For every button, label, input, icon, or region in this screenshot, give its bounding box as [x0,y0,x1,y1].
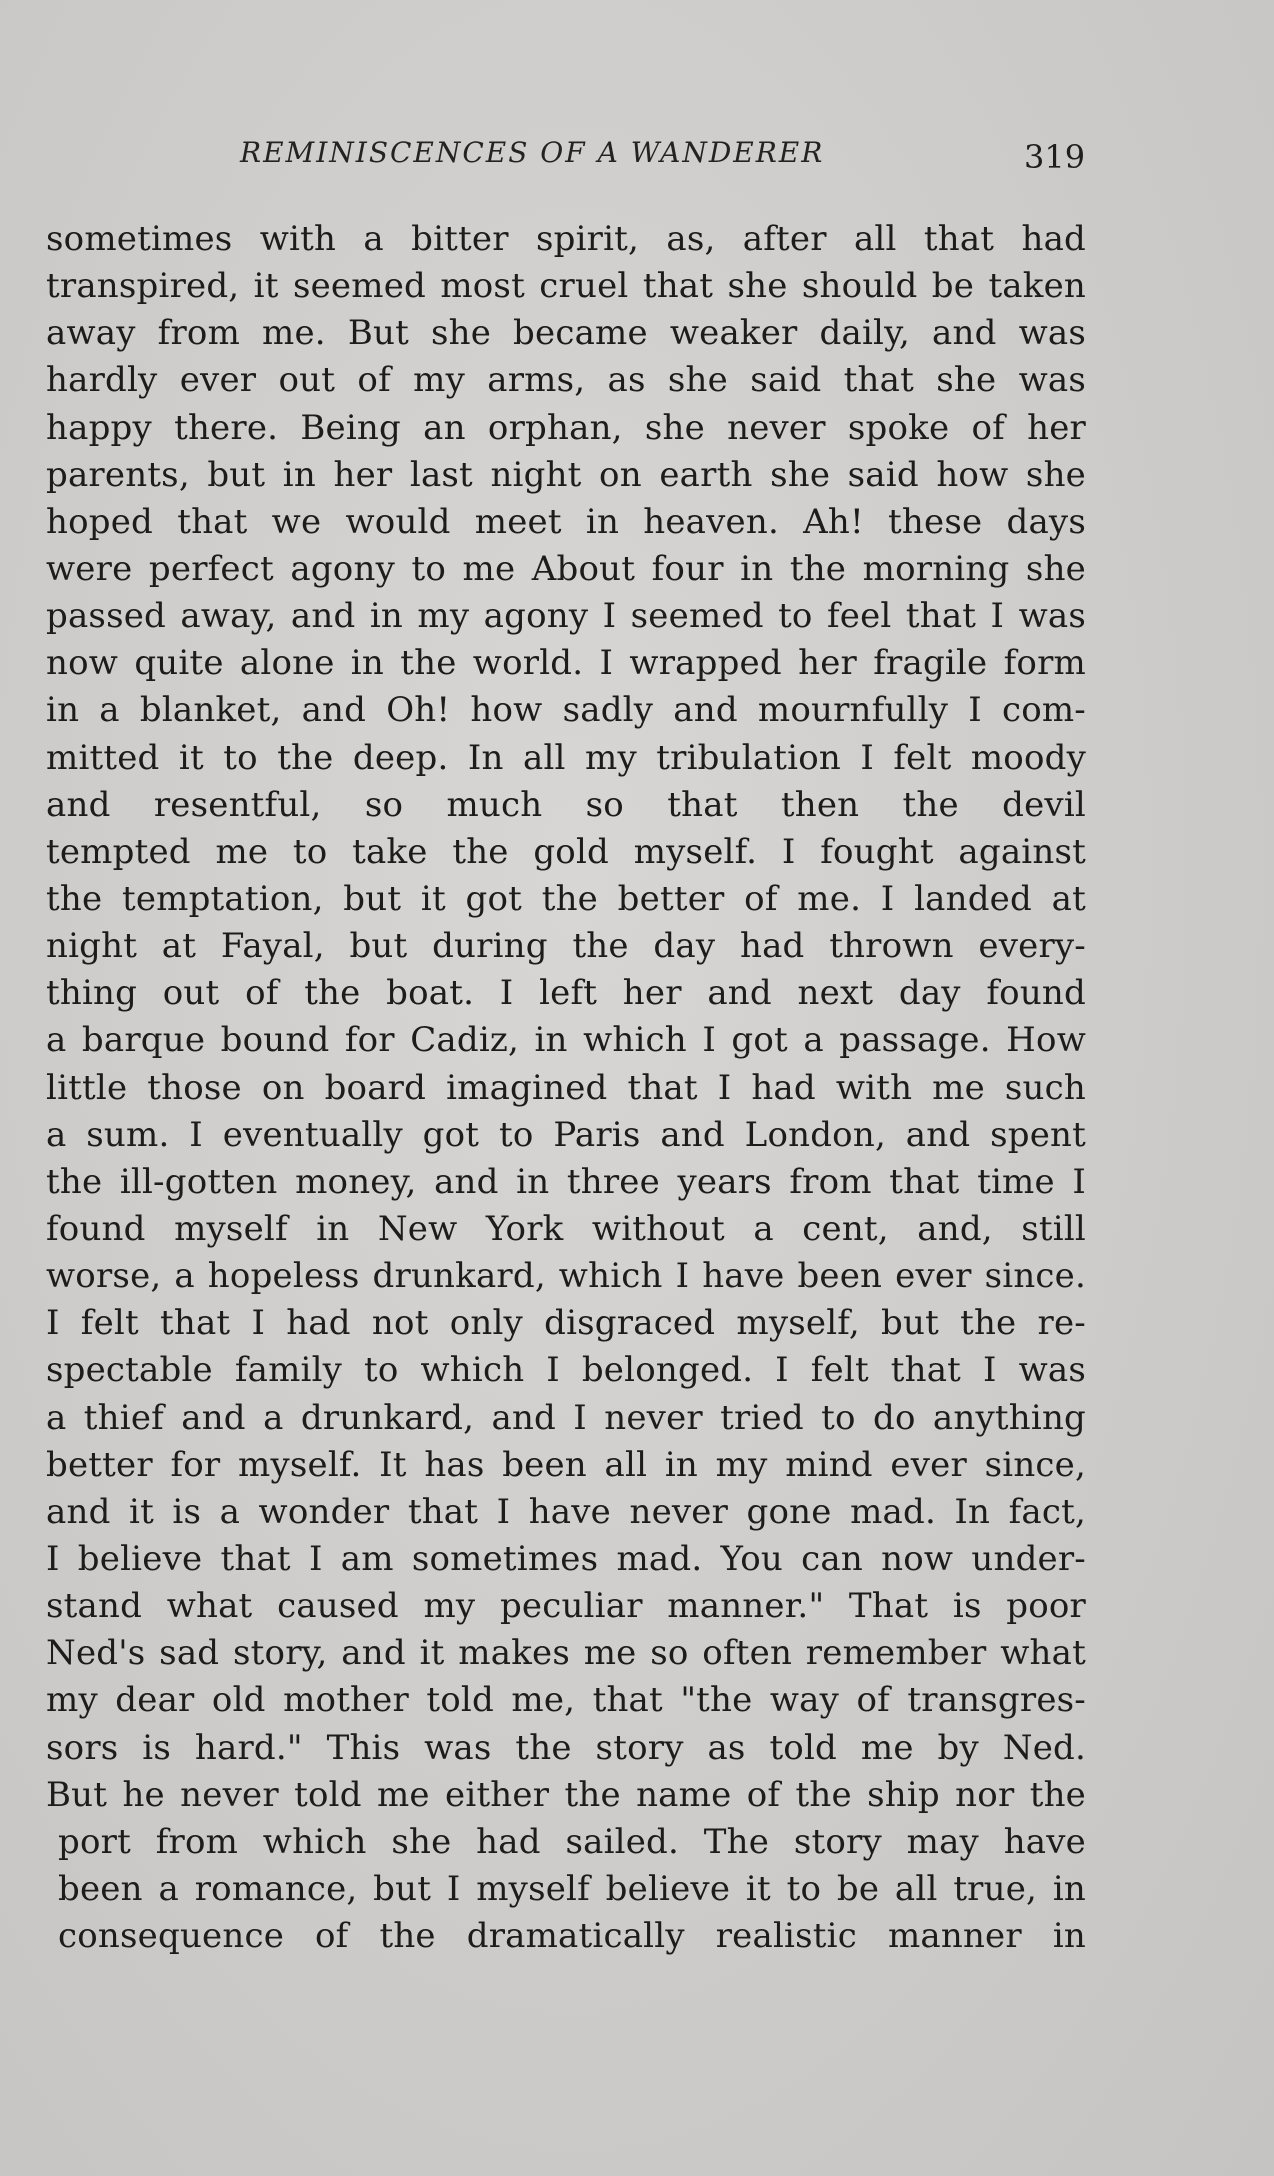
text-line: sometimes with a bitter spirit, as, after all that had [46,219,1086,259]
text-line: stand what caused my peculiar manner." That is poor [46,1586,1086,1627]
text-line: been a romance, but I myself believe it to be all true, in [58,1868,1086,1909]
text-line: and resentful, so much so that then the devil [46,784,1086,825]
text-line: away from me. But she became weaker daily, and was [46,313,1086,354]
text-line: night at Fayal, but during the day had thrown every- [46,926,1086,967]
text-line: worse, a hopeless drunkard, which I have been ever since. [46,1256,1086,1297]
text-line: I felt that I had not only disgraced myself, but the re- [46,1303,1086,1344]
text-line: spectable family to which I belonged. I felt that I was [46,1350,1086,1391]
text-line: sors is hard." This was the story as told me by Ned. [46,1727,1086,1768]
text-line: little those on board imagined that I had with me such [46,1067,1086,1108]
text-line: the ill-gotten money, and in three years from that time I [46,1161,1086,1202]
text-line: I believe that I am sometimes mad. You can now under- [46,1538,1086,1579]
text-line: a barque bound for Cadiz, in which I got a passage. How [46,1020,1086,1061]
text-line: parents, but in her last night on earth she said how she [46,454,1086,495]
text-line: mitted it to the deep. In all my tribulation I felt moody [46,737,1086,778]
text-line: and it is a wonder that I have never gone mad. In fact, [46,1491,1086,1532]
text-line: the temptation, but it got the better of me. I landed at [46,878,1086,919]
running-head: REMINISCENCES OF A WANDERER [240,136,825,169]
page-number: 319 [1024,138,1086,176]
text-line: transpired, it seemed most cruel that she should be taken [46,266,1086,307]
text-line: a thief and a drunkard, and I never tried to do anything [46,1397,1086,1438]
body-text [46,216,1086,1960]
text-line: now quite alone in the world. I wrapped her fragile form [46,643,1086,684]
text-line: hardly ever out of my arms, as she said that she was [46,360,1086,401]
text-line: my dear old mother told me, that "the way of transgres- [46,1680,1086,1721]
text-line: happy there. Being an orphan, she never spoke of her [46,407,1086,448]
text-line: in a blanket, and Oh! how sadly and mournfully I com- [46,690,1086,731]
text-line: were perfect agony to me About four in the morning she [46,548,1086,589]
text-line: port from which she had sailed. The story may have [58,1821,1086,1862]
text-line: Ned's sad story, and it makes me so often remember what [46,1633,1086,1674]
text-line: a sum. I eventually got to Paris and London, and spent [46,1114,1086,1155]
text-line: thing out of the boat. I left her and next day found [46,973,1086,1014]
text-line: hoped that we would meet in heaven. Ah! these days [46,501,1086,542]
text-line: tempted me to take the gold myself. I fought against [46,831,1086,872]
text-line: passed away, and in my agony I seemed to feel that I was [46,596,1086,637]
text-line: But he never told me either the name of the ship nor the [46,1774,1086,1815]
text-line: found myself in New York without a cent, and, still [46,1208,1086,1249]
text-line: better for myself. It has been all in my mind ever since, [46,1444,1086,1485]
text-line: consequence of the dramatically realistic manner in [58,1916,1086,1957]
